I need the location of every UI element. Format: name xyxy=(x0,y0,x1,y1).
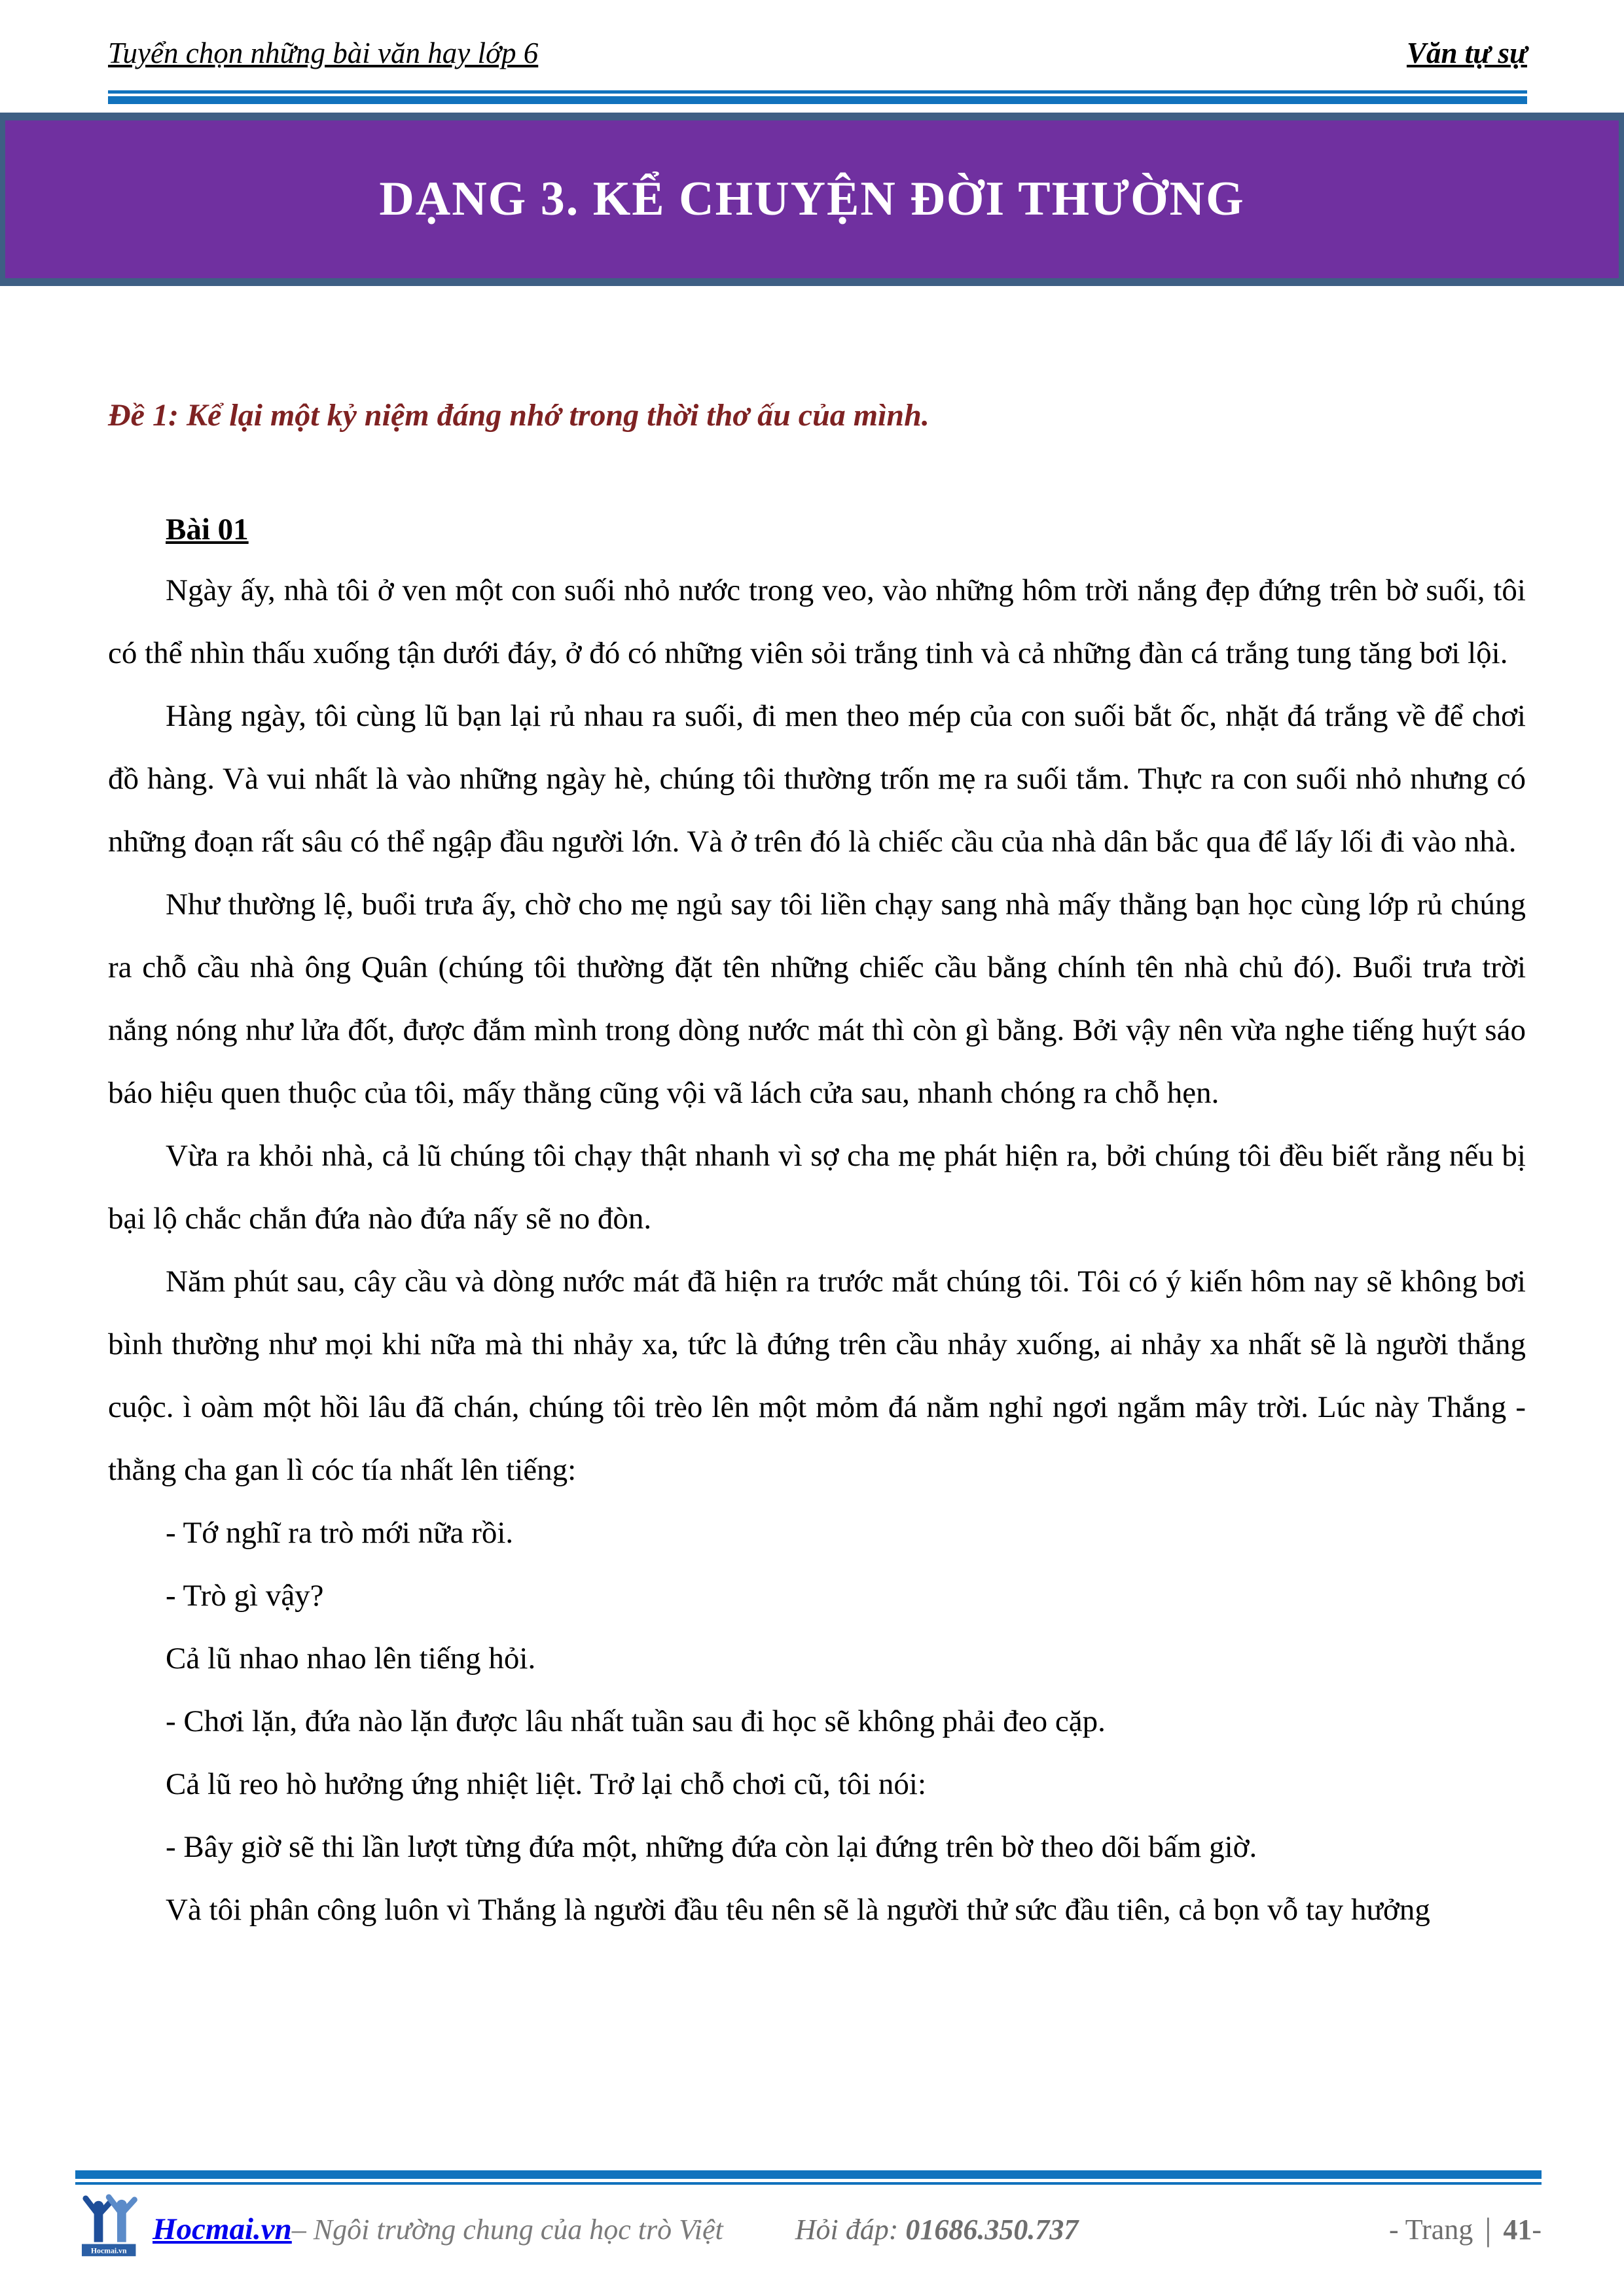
essay-paragraph: Như thường lệ, buổi trưa ấy, chờ cho mẹ ngủ say tôi liền chạy sang nhà mấy thằng bạn học cùng lớp rủ chúng ra chỗ cầu nhà ông Quân (chúng tôi thường đặt tên những chiếc cầu bằng chính tên nhà chủ đó). Buổi trưa trời nắng nóng như lửa đốt, được đắm mình trong dòng nước mát thì còn gì bằng. Bởi vậy nên vừa nghe tiếng huýt sáo báo hiệu quen thuộc của tôi, mấy thằng cũng vội vã lách cửa sau, nhanh chóng ra chỗ hẹn. xyxy=(108,888,1526,1110)
essay-paragraph: Năm phút sau, cây cầu và dòng nước mát đã hiện ra trước mắt chúng tôi. Tôi có ý kiến hôm nay sẽ không bơi bình thường như mọi khi nữa mà thi nhảy xa, tức là đứng trên cầu nhảy xuống, ai nhảy xa nhất sẽ là người thắng cuộc. ì oàm một hồi lâu đã chán, chúng tôi trèo lên một mỏm đá nằm nghỉ ngơi ngắm mây trời. Lúc này Thắng - thằng cha gan lì cóc tía nhất lên tiếng: xyxy=(108,1265,1526,1487)
page-indicator xyxy=(1389,2210,1542,2248)
page-footer xyxy=(75,2170,1542,2265)
page-number: 41 xyxy=(1503,2213,1532,2246)
footer-slogan: – Ngôi trường chung của học trò Việt xyxy=(291,2213,723,2246)
footer-contact xyxy=(795,2213,1079,2246)
header-rule-thick xyxy=(108,96,1527,104)
chapter-title: DẠNG 3. KỂ CHUYỆN ĐỜI THƯỜNG xyxy=(379,172,1245,226)
essay-paragraph: Và tôi phân công luôn vì Thắng là người đầu têu nên sẽ là người thử sức đầu tiên, cả bọn vỗ tay hưởng xyxy=(166,1893,1430,1927)
page-suffix: - xyxy=(1532,2213,1542,2246)
page-separator: | xyxy=(1485,2211,1492,2248)
contact-number: 01686.350.737 xyxy=(905,2213,1079,2246)
page-body xyxy=(108,286,1526,1941)
contact-label: Hỏi đáp: xyxy=(795,2213,906,2246)
essay-paragraph: Cả lũ reo hò hưởng ứng nhiệt liệt. Trở lại chỗ chơi cũ, tôi nói: xyxy=(166,1767,927,1801)
chapter-banner-fill xyxy=(5,120,1619,278)
essay-paragraph: - Tớ nghĩ ra trò mới nữa rồi. xyxy=(166,1516,514,1550)
header-book-title: Tuyển chọn những bài văn hay lớp 6 xyxy=(108,37,539,69)
header-rule-thin xyxy=(108,90,1527,94)
essay-paragraphs xyxy=(108,559,1526,1941)
hocmai-logo-icon xyxy=(79,2194,153,2265)
essay-paragraph: - Bây giờ sẽ thi lần lượt từng đứa một, những đứa còn lại đứng trên bờ theo dõi bấm giờ. xyxy=(166,1830,1257,1864)
essay-paragraph: Cả lũ nhao nhao lên tiếng hỏi. xyxy=(166,1641,536,1676)
chapter-banner xyxy=(0,113,1624,286)
essay-paragraph: Ngày ấy, nhà tôi ở ven một con suối nhỏ nước trong veo, vào những hôm trời nắng đẹp đứng trên bờ suối, tôi có thể nhìn thấu xuống tận dưới đáy, ở đó có những viên sỏi trắng tinh và cả những đàn cá trắng tung tăng bơi lội. xyxy=(108,573,1526,670)
essay-label: Bài 01 xyxy=(166,512,249,547)
essay-paragraph: Hàng ngày, tôi cùng lũ bạn lại rủ nhau ra suối, đi men theo mép của con suối bắt ốc, nhặt đá trắng về để chơi đồ hàng. Và vui nhất là vào những ngày hè, chúng tôi thường trốn mẹ ra suối tắm. Thực ra con suối nhỏ nhưng có những đoạn rất sâu có thể ngập đầu người lớn. Và ở trên đó là chiếc cầu của nhà dân bắc qua để lấy lối đi vào nhà. xyxy=(108,699,1526,859)
header-section-title: Văn tự sự xyxy=(1407,37,1527,69)
essay-paragraph: - Chơi lặn, đứa nào lặn được lâu nhất tuần sau đi học sẽ không phải đeo cặp. xyxy=(166,1704,1106,1738)
essay-paragraph: Vừa ra khỏi nhà, cả lũ chúng tôi chạy thật nhanh vì sợ cha mẹ phát hiện ra, bởi chúng tôi đều biết rằng nếu bị bại lộ chắc chắn đứa nào đứa nấy sẽ no đòn. xyxy=(108,1139,1526,1236)
footer-rule-thin xyxy=(75,2182,1542,2185)
essay-paragraph: - Trò gì vậy? xyxy=(166,1579,324,1613)
logo-caption: Hocmai.vn xyxy=(90,2246,127,2255)
footer-rule-thick xyxy=(75,2170,1542,2179)
page-prefix: - Trang xyxy=(1388,2213,1473,2246)
brand-link[interactable]: Hocmai.vn xyxy=(153,2212,292,2246)
topic-heading: Đề 1: Kể lại một kỷ niệm đáng nhớ trong thời thơ ấu của mình. xyxy=(108,398,929,433)
page-header xyxy=(108,36,1527,70)
